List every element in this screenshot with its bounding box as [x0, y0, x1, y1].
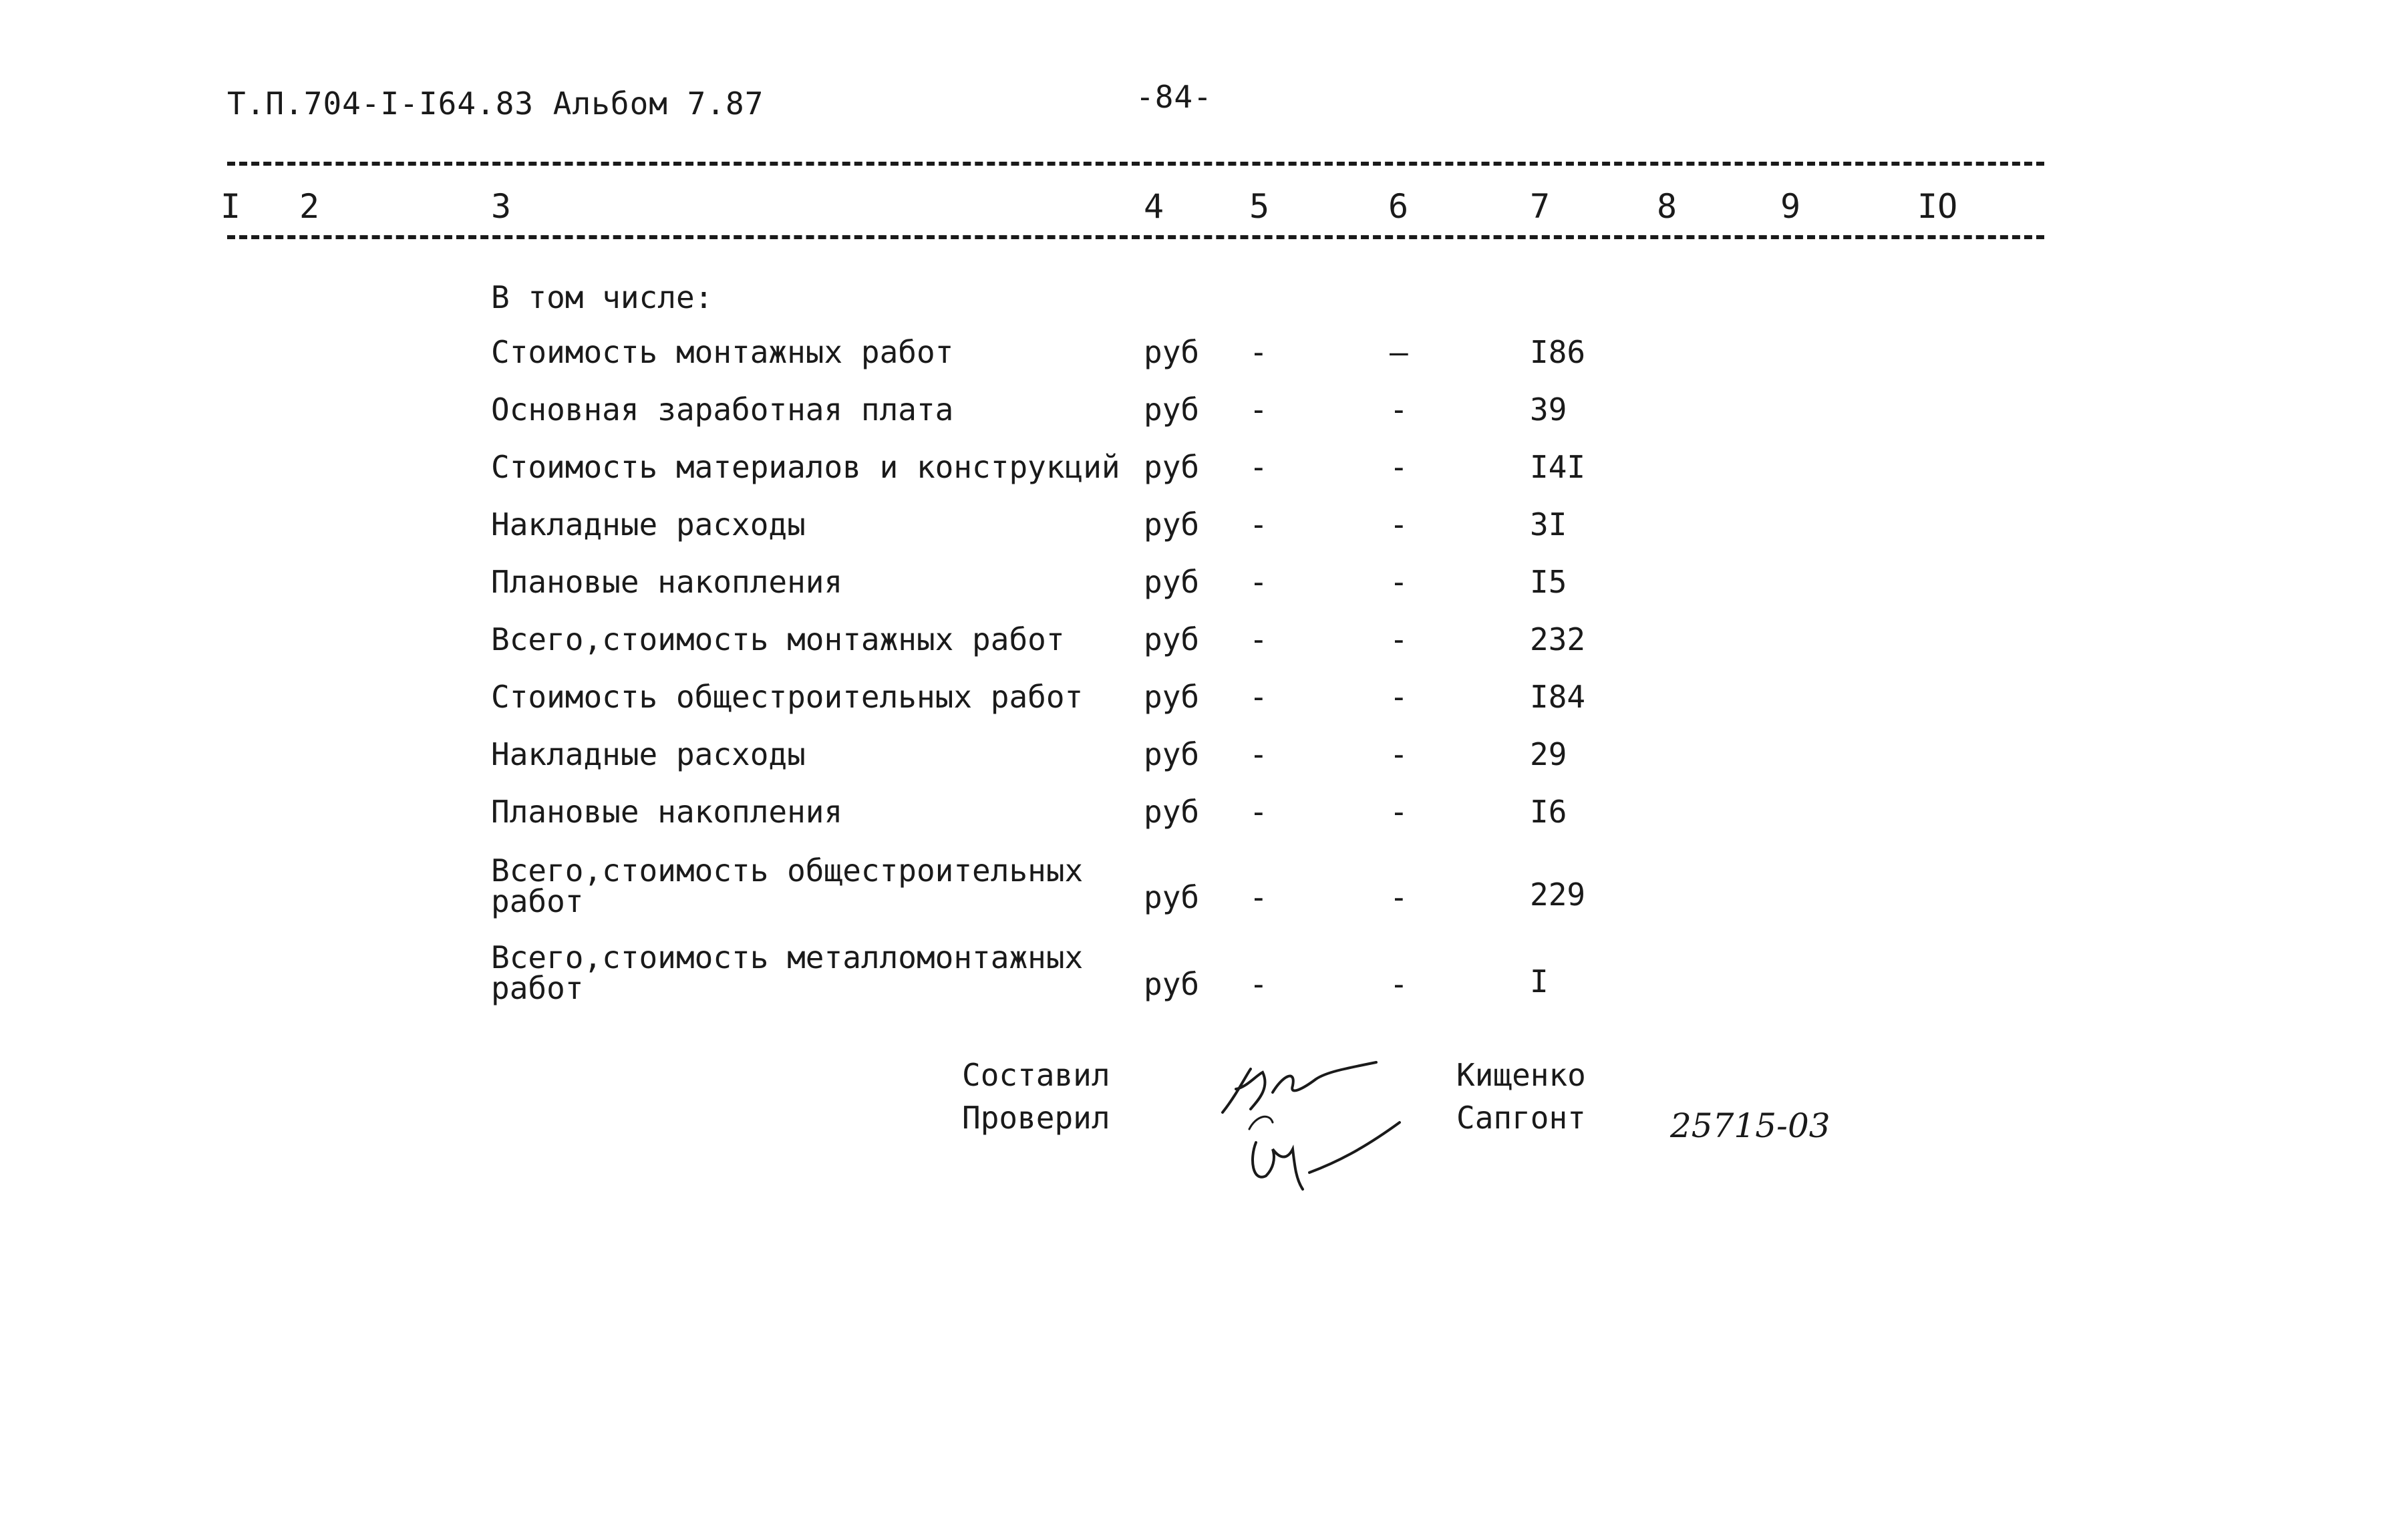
row-name: Плановые накопления — [491, 564, 843, 600]
row-unit: руб — [1144, 794, 1200, 830]
row-amount: 229 — [1530, 877, 1586, 913]
row-unit: руб — [1144, 392, 1200, 428]
row-col6: – — [1390, 334, 1408, 370]
row-col6: - — [1390, 506, 1408, 543]
row-unit: руб — [1144, 966, 1200, 1002]
row-amount: I4I — [1530, 449, 1586, 485]
row-name: Плановые накопления — [491, 794, 843, 830]
column-number-5: 5 — [1249, 187, 1270, 226]
row-col6: - — [1390, 449, 1408, 485]
row-amount: 29 — [1530, 736, 1567, 772]
header-top-divider — [227, 162, 2044, 166]
row-col6: - — [1390, 794, 1408, 830]
row-unit: руб — [1144, 564, 1200, 600]
compiled-by-label: Составил — [962, 1057, 1110, 1093]
row-col5: - — [1249, 506, 1268, 543]
table-row — [0, 736, 2401, 794]
section-title: В том числе: — [491, 279, 713, 315]
row-unit: руб — [1144, 621, 1200, 657]
row-name: Накладные расходы — [491, 736, 806, 772]
row-col5: - — [1249, 679, 1268, 715]
row-amount: 39 — [1530, 392, 1567, 428]
handwritten-signature-icon — [1209, 1049, 1423, 1203]
row-col5: - — [1249, 334, 1268, 370]
row-name: Основная заработная плата — [491, 392, 954, 428]
column-number-3: 3 — [491, 187, 512, 226]
table-row — [0, 334, 2401, 392]
column-number-4: 4 — [1144, 187, 1164, 226]
row-col6: - — [1390, 564, 1408, 600]
row-col5: - — [1249, 449, 1268, 485]
row-name: Всего,стоимость монтажных работ — [491, 621, 1065, 657]
row-name: Всего,стоимость общестроительных работ — [491, 853, 1084, 919]
compiled-by-name: Кищенко — [1456, 1057, 1586, 1093]
row-name: Накладные расходы — [491, 506, 806, 543]
row-col6: - — [1390, 679, 1408, 715]
row-unit: руб — [1144, 879, 1200, 915]
checked-by-name: Сапгонт — [1456, 1100, 1586, 1136]
row-name: Стоимость общестроительных работ — [491, 679, 1084, 715]
document-code: Т.П.704-I-I64.83 Альбом 7.87 — [227, 86, 764, 122]
row-col6: - — [1390, 966, 1408, 1002]
row-col5: - — [1249, 736, 1268, 772]
row-name: Стоимость монтажных работ — [491, 334, 954, 370]
table-row — [0, 679, 2401, 736]
row-amount: I84 — [1530, 679, 1586, 715]
row-col5: - — [1249, 879, 1268, 915]
row-col5: - — [1249, 966, 1268, 1002]
row-col6: - — [1390, 392, 1408, 428]
row-col5: - — [1249, 392, 1268, 428]
row-amount: 232 — [1530, 621, 1586, 657]
column-number-10: IO — [1917, 187, 1958, 226]
row-col6: - — [1390, 736, 1408, 772]
row-col6: - — [1390, 879, 1408, 915]
row-unit: руб — [1144, 679, 1200, 715]
table-row — [0, 794, 2401, 851]
page-number: -84- — [1136, 79, 1213, 115]
table-row — [0, 621, 2401, 679]
table-row — [0, 449, 2401, 506]
row-col6: - — [1390, 621, 1408, 657]
row-amount: I6 — [1530, 794, 1567, 830]
column-number-6: 6 — [1388, 187, 1409, 226]
column-number-9: 9 — [1780, 187, 1801, 226]
table-row — [0, 855, 2401, 942]
row-amount: I86 — [1530, 334, 1586, 370]
column-number-8: 8 — [1657, 187, 1677, 226]
column-number-1: I — [220, 187, 241, 226]
table-row — [0, 939, 2401, 1029]
row-amount: I5 — [1530, 564, 1567, 600]
row-unit: руб — [1144, 449, 1200, 485]
row-unit: руб — [1144, 736, 1200, 772]
table-row — [0, 506, 2401, 564]
row-unit: руб — [1144, 506, 1200, 543]
header-bottom-divider — [227, 235, 2044, 239]
column-number-7: 7 — [1530, 187, 1551, 226]
column-number-2: 2 — [299, 187, 320, 226]
inventory-number: 25715-03 — [1670, 1106, 1830, 1145]
table-row — [0, 392, 2401, 449]
row-amount: I — [1530, 963, 1549, 999]
row-col5: - — [1249, 794, 1268, 830]
row-col5: - — [1249, 621, 1268, 657]
row-amount: 3I — [1530, 506, 1567, 543]
checked-by-label: Проверил — [962, 1100, 1110, 1136]
row-name: Всего,стоимость металломонтажных работ — [491, 939, 1084, 1006]
row-name: Стоимость материалов и конструкций — [491, 449, 1120, 485]
table-row — [0, 564, 2401, 621]
row-col5: - — [1249, 564, 1268, 600]
row-unit: руб — [1144, 334, 1200, 370]
